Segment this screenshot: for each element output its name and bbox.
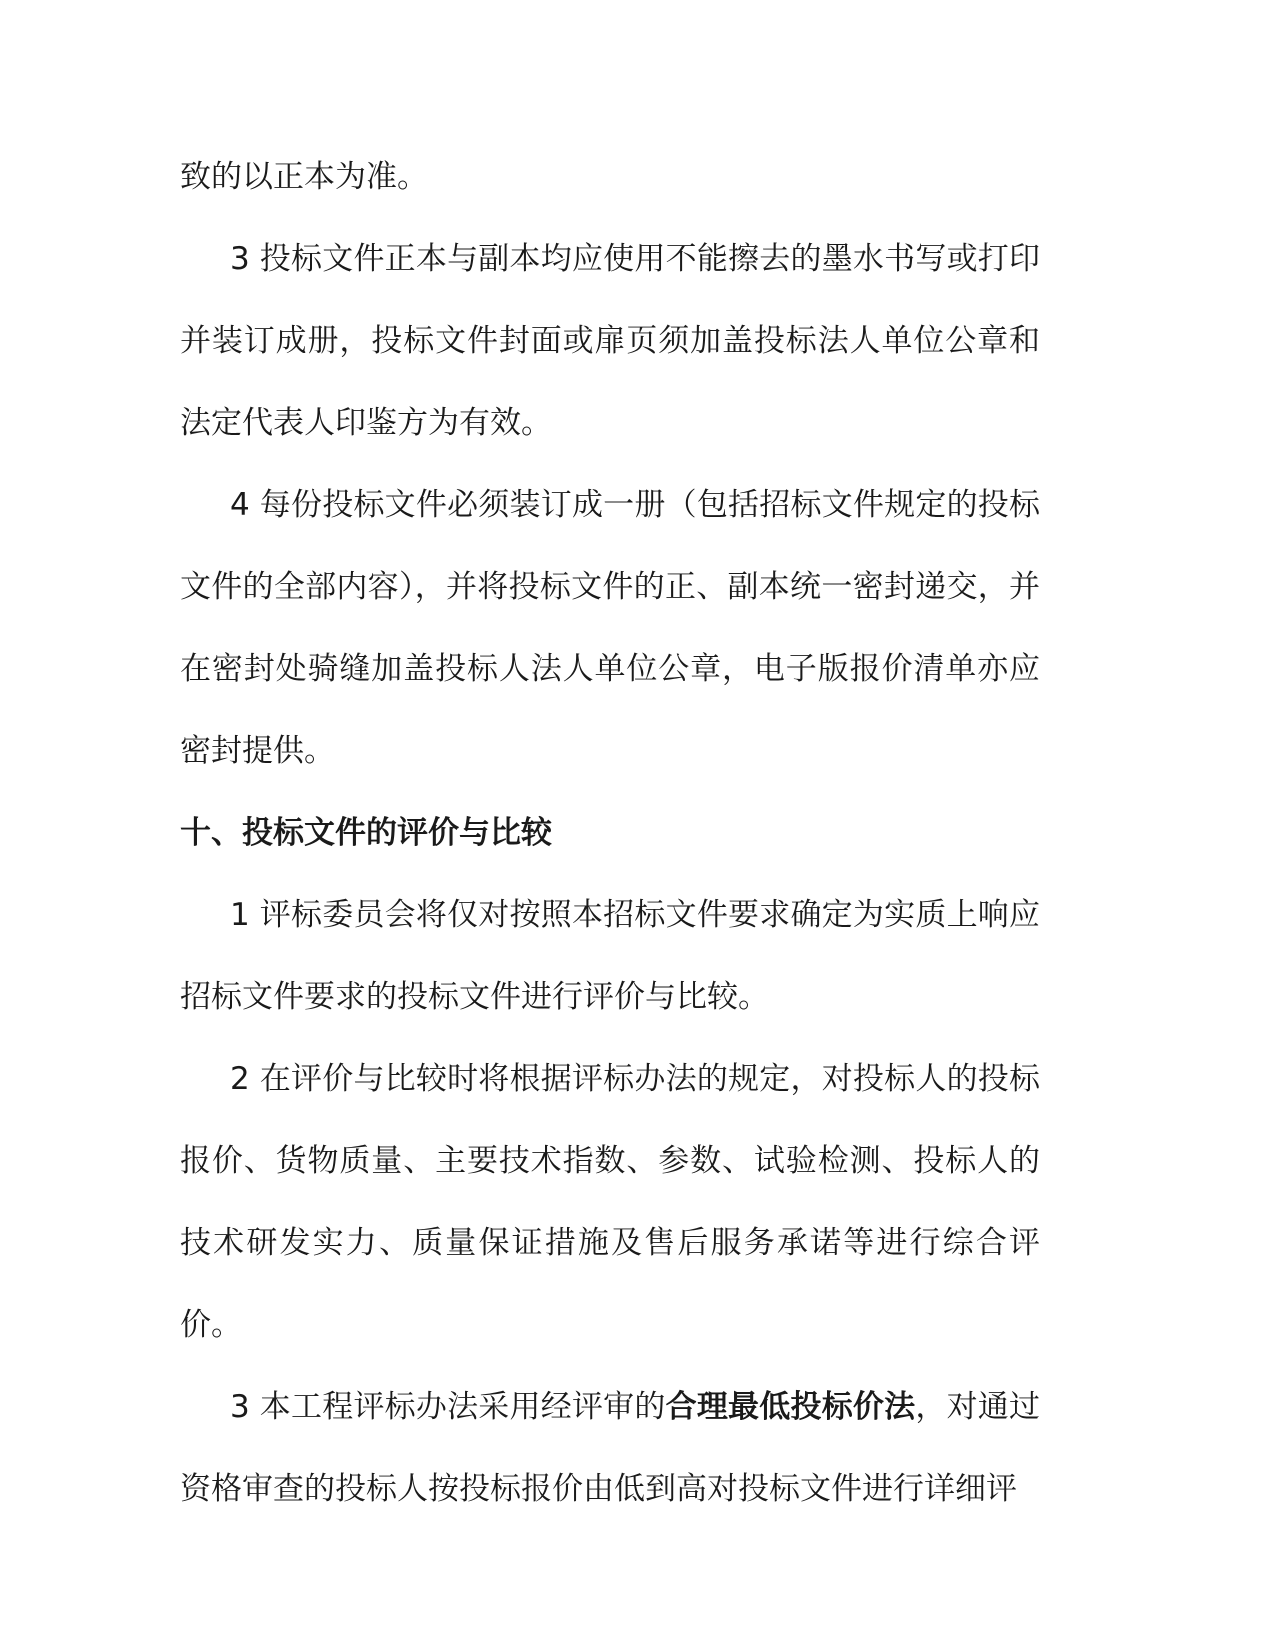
paragraph-eval-item-3-lead: 3 本工程评标办法采用经评审的 [230,1389,666,1425]
paragraph-eval-item-3-tail: ，对通过资格审查的投标人按投标报价由低到高对投标文件进行详细评 [180,1389,1041,1507]
paragraph-item-4-sealing: 4 每份投标文件必须装订成一册（包括招标文件规定的投标文件的全部内容），并将投标文件的正、副本统一密封递交，并在密封处骑缝加盖投标人法人单位公章，电子版报价清单亦应密封提供。 [180,487,1040,769]
paragraph-eval-item-3 [180,1366,1040,1530]
section-heading-evaluation: 十、投标文件的评价与比较 [180,815,552,851]
paragraph-eval-item-2: 2 在评价与比较时将根据评标办法的规定，对投标人的投标报价、货物质量、主要技术指数、参数、试验检测、投标人的技术研发实力、质量保证措施及售后服务承诺等进行综合评价。 [180,1061,1040,1343]
paragraph-continuation: 致的以正本为准。 [180,159,428,195]
bold-term-lowest-price-method: 合理最低投标价法 [665,1389,916,1425]
document-body [180,136,1040,1530]
paragraph-eval-item-1: 1 评标委员会将仅对按照本招标文件要求确定为实质上响应招标文件要求的投标文件进行评价与比较。 [180,897,1040,1015]
paragraph-item-3-ink-binding: 3 投标文件正本与副本均应使用不能擦去的墨水书写或打印并装订成册，投标文件封面或扉页须加盖投标法人单位公章和法定代表人印鉴方为有效。 [180,241,1040,441]
